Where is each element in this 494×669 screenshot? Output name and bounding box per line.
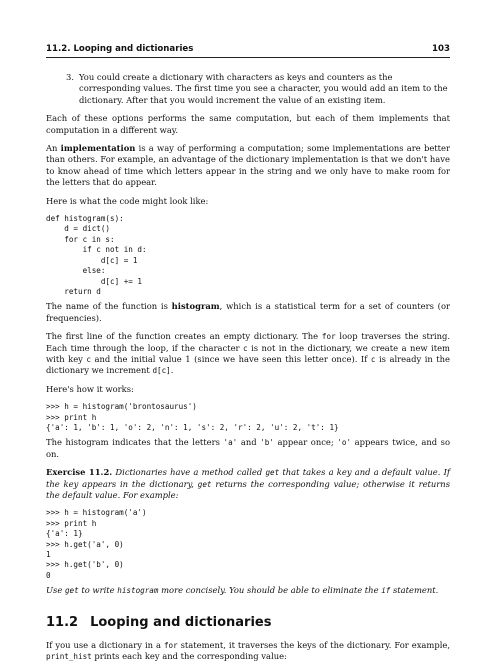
text-run: , which is a statistical term for a set of counters (or frequencies). (46, 301, 450, 323)
text-run: returns the corresponding value; otherwise it returns the default value. For example: (46, 478, 451, 500)
paragraph-loop-explanation (46, 331, 450, 377)
inline-code: print_hist (46, 652, 92, 662)
text-run: appears twice, and so on. (46, 437, 451, 459)
header-page-number: 103 (432, 44, 450, 54)
inline-code: if (381, 586, 391, 596)
inline-code: 'b' (260, 438, 274, 448)
paragraph-use-get (46, 585, 450, 596)
paragraph-how-it-works: Here's how it works: (46, 383, 134, 394)
text-run: and (237, 437, 261, 448)
code-block-histogram: def histogram(s): d = dict() for c in s: if c not in d: d[c] = 1 else: d[c] += 1 return d (46, 214, 147, 296)
inline-code: histogram (117, 586, 159, 596)
text-run: An (46, 143, 61, 154)
inline-code: d[c] (152, 366, 171, 376)
book-page (46, 44, 450, 669)
text-run: appear once; (273, 437, 338, 448)
text-run: and the initial value 1 (since we have seen this letter once). If (91, 353, 371, 364)
text-run: statement. (390, 585, 439, 596)
list-item-text: You could create a dictionary with characters as keys and counters as the corresponding values. The first time you see a character, you would add an item to the dictionary. After that you would increment the value of an existing item. (79, 72, 448, 105)
text-run: The first line of the function creates an empty dictionary. The (46, 331, 322, 342)
text-run: is not in the dictionary, we create a new item with key (46, 342, 450, 364)
term-implementation: implementation (60, 143, 136, 154)
paragraph-code-intro: Here is what the code might look like: (46, 195, 209, 206)
paragraph-histogram-result (46, 437, 450, 460)
header-section-title: 11.2. Looping and dictionaries (46, 44, 194, 54)
paragraph-implementation (46, 143, 450, 189)
inline-code: get (64, 586, 79, 596)
section-number: 11.2 (46, 614, 79, 630)
text-run: . (170, 365, 174, 376)
text-run: Use (46, 585, 65, 596)
running-header (46, 44, 450, 58)
inline-code: 'o' (337, 438, 352, 448)
section-title: Looping and dictionaries (90, 614, 272, 630)
inline-code: for (163, 640, 178, 650)
text-run: loop traverses the string. Each time through the loop, if the character (46, 331, 451, 353)
term-histogram: histogram (171, 301, 220, 312)
text-run: statement, it traverses the keys of the dictionary. For example, (177, 639, 451, 650)
text-run: prints each key and the corresponding value: (91, 651, 287, 662)
text-run: The histogram indicates that the letters (46, 437, 224, 448)
inline-code: 'a' (223, 438, 238, 448)
paragraph-function-name (46, 301, 450, 324)
inline-code: c (243, 343, 248, 353)
inline-code: get (197, 479, 212, 489)
list-item-number: 3. (66, 72, 74, 82)
paragraph-options: Each of these options performs the same computation, but each of them implements that computation in a different way. (46, 113, 450, 135)
exercise-label: Exercise 11.2. (46, 467, 113, 478)
text-run: that takes a key and a default value. If the key appears in the dictionary, (46, 467, 451, 489)
inline-code: get (265, 468, 280, 478)
text-run: If you use a dictionary in a (46, 639, 164, 650)
text-run: to write (78, 585, 118, 596)
section-heading (46, 615, 450, 630)
inline-code: c (86, 354, 91, 364)
text-run: is a way of performing a computation; some implementations are better than others. For example, an advantage of the dictionary implementation is that we don't have to know ahead of time which letters appear in the string and we only have to make room for the letters that do appear. (46, 143, 450, 188)
inline-code: for (321, 332, 336, 342)
paragraph-looping (46, 640, 450, 663)
text-run: more concisely. You should be able to eliminate the (158, 585, 382, 596)
text-run: The name of the function is (46, 301, 172, 312)
list-item-3 (66, 72, 450, 106)
code-block-brontosaurus: >>> h = histogram('brontosaurus') >>> print h {'a': 1, 'b': 1, 'o': 2, 'n': 1, 's': 2, 'r': 2, 'u': 2, 't': 1} (46, 402, 339, 432)
code-block-get-example: >>> h = histogram('a') >>> print h {'a': 1} >>> h.get('a', 0) 1 >>> h.get('b', 0) 0 (46, 508, 147, 580)
inline-code: c (370, 354, 376, 364)
text-run: Dictionaries have a method called (112, 467, 266, 478)
text-run: is already in the dictionary we increment (46, 353, 450, 376)
exercise-11-2 (46, 467, 450, 501)
